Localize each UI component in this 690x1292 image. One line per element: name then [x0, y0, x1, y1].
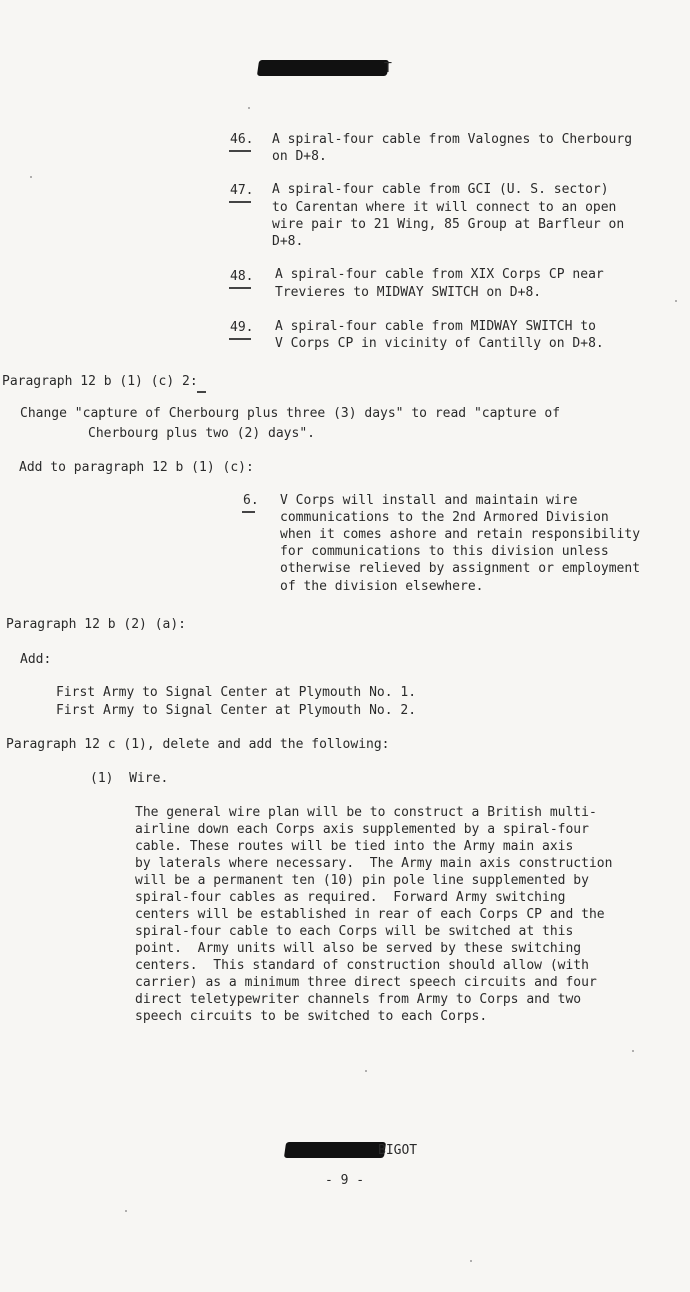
item-number-underline — [229, 338, 251, 340]
body-line: direct teletypewriter channels from Army to Corps and two — [135, 992, 582, 1007]
scan-speck — [248, 107, 250, 109]
para-line: First Army to Signal Center at Plymouth No. 2. — [56, 703, 417, 718]
item-number: 6. — [243, 493, 259, 508]
body-line: centers will be established in rear of each Corps CP and the — [135, 907, 605, 922]
item-number-underline — [229, 287, 251, 289]
item-number: 46. — [230, 132, 254, 147]
redaction-bar-top — [257, 60, 389, 76]
para-line: First Army to Signal Center at Plymouth No. 1. — [56, 685, 417, 700]
para-line: of the division elsewhere. — [280, 579, 484, 594]
add-label: Add: — [20, 652, 52, 667]
item-line: A spiral-four cable from GCI (U. S. sector) — [272, 182, 609, 197]
body-line: The general wire plan will be to construct a British multi- — [135, 805, 597, 820]
heading-underline — [197, 391, 206, 393]
body-line: carrier) as a minimum three direct speech circuits and four — [135, 975, 597, 990]
redaction-bar-bottom — [284, 1142, 386, 1158]
item-number-underline — [229, 150, 251, 152]
scan-speck — [125, 1210, 127, 1212]
item-line: A spiral-four cable from MIDWAY SWITCH to — [275, 319, 596, 334]
item-line: Trevieres to MIDWAY SWITCH on D+8. — [275, 285, 542, 300]
body-line: spiral-four cables as required. Forward Army switching — [135, 890, 566, 905]
body-line: airline down each Corps axis supplemented by a spiral-four — [135, 822, 589, 837]
para-line: otherwise relieved by assignment or employment — [280, 561, 641, 576]
scan-speck — [470, 1260, 472, 1262]
item-line: A spiral-four cable from Valognes to Cherbourg — [272, 132, 633, 147]
item-line: wire pair to 21 Wing, 85 Group at Barfleur on — [272, 217, 625, 232]
body-line: spiral-four cable to each Corps will be switched at this — [135, 924, 574, 939]
scan-speck — [632, 1050, 634, 1052]
section-heading: Paragraph 12 c (1), delete and add the following: — [6, 737, 390, 752]
section-heading: Paragraph 12 b (1) (c) 2: — [2, 374, 198, 389]
body-line: centers. This standard of construction should allow (with — [135, 958, 589, 973]
item-number: 49. — [230, 320, 254, 335]
para-line: communications to the 2nd Armored Division — [280, 510, 609, 525]
body-line: will be a permanent ten (10) pin pole line supplemented by — [135, 873, 589, 888]
item-line: on D+8. — [272, 149, 327, 164]
para-line: when it comes ashore and retain responsibility — [280, 527, 641, 542]
body-line: by laterals where necessary. The Army main axis construction — [135, 856, 613, 871]
header-classification-tail: T — [384, 61, 392, 76]
item-number-underline — [229, 201, 251, 203]
item-number: 47. — [230, 183, 254, 198]
body-line: speech circuits to be switched to each Corps. — [135, 1009, 488, 1024]
item-line: V Corps CP in vicinity of Cantilly on D+8. — [275, 336, 604, 351]
para-line: for communications to this division unless — [280, 544, 609, 559]
item-number-underline — [242, 511, 255, 513]
section-heading: Paragraph 12 b (2) (a): — [6, 617, 187, 632]
para-line: Change "capture of Cherbourg plus three (3) days" to read "capture of — [20, 406, 561, 421]
scan-speck — [365, 1070, 367, 1072]
item-line: D+8. — [272, 234, 304, 249]
para-line: V Corps will install and maintain wire — [280, 493, 578, 508]
subsection-heading: (1) Wire. — [90, 771, 169, 786]
para-line: Cherbourg plus two (2) days". — [88, 426, 315, 441]
footer-classification-label: BIGOT — [378, 1143, 418, 1158]
page-number: - 9 - — [325, 1173, 365, 1188]
body-line: point. Army units will also be served by these switching — [135, 941, 582, 956]
item-line: A spiral-four cable from XIX Corps CP near — [275, 267, 604, 282]
item-line: to Carentan where it will connect to an open — [272, 200, 617, 215]
section-heading: Add to paragraph 12 b (1) (c): — [19, 460, 254, 475]
scan-speck — [30, 176, 32, 178]
scan-speck — [675, 300, 677, 302]
body-line: cable. These routes will be tied into the Army main axis — [135, 839, 574, 854]
item-number: 48. — [230, 269, 254, 284]
